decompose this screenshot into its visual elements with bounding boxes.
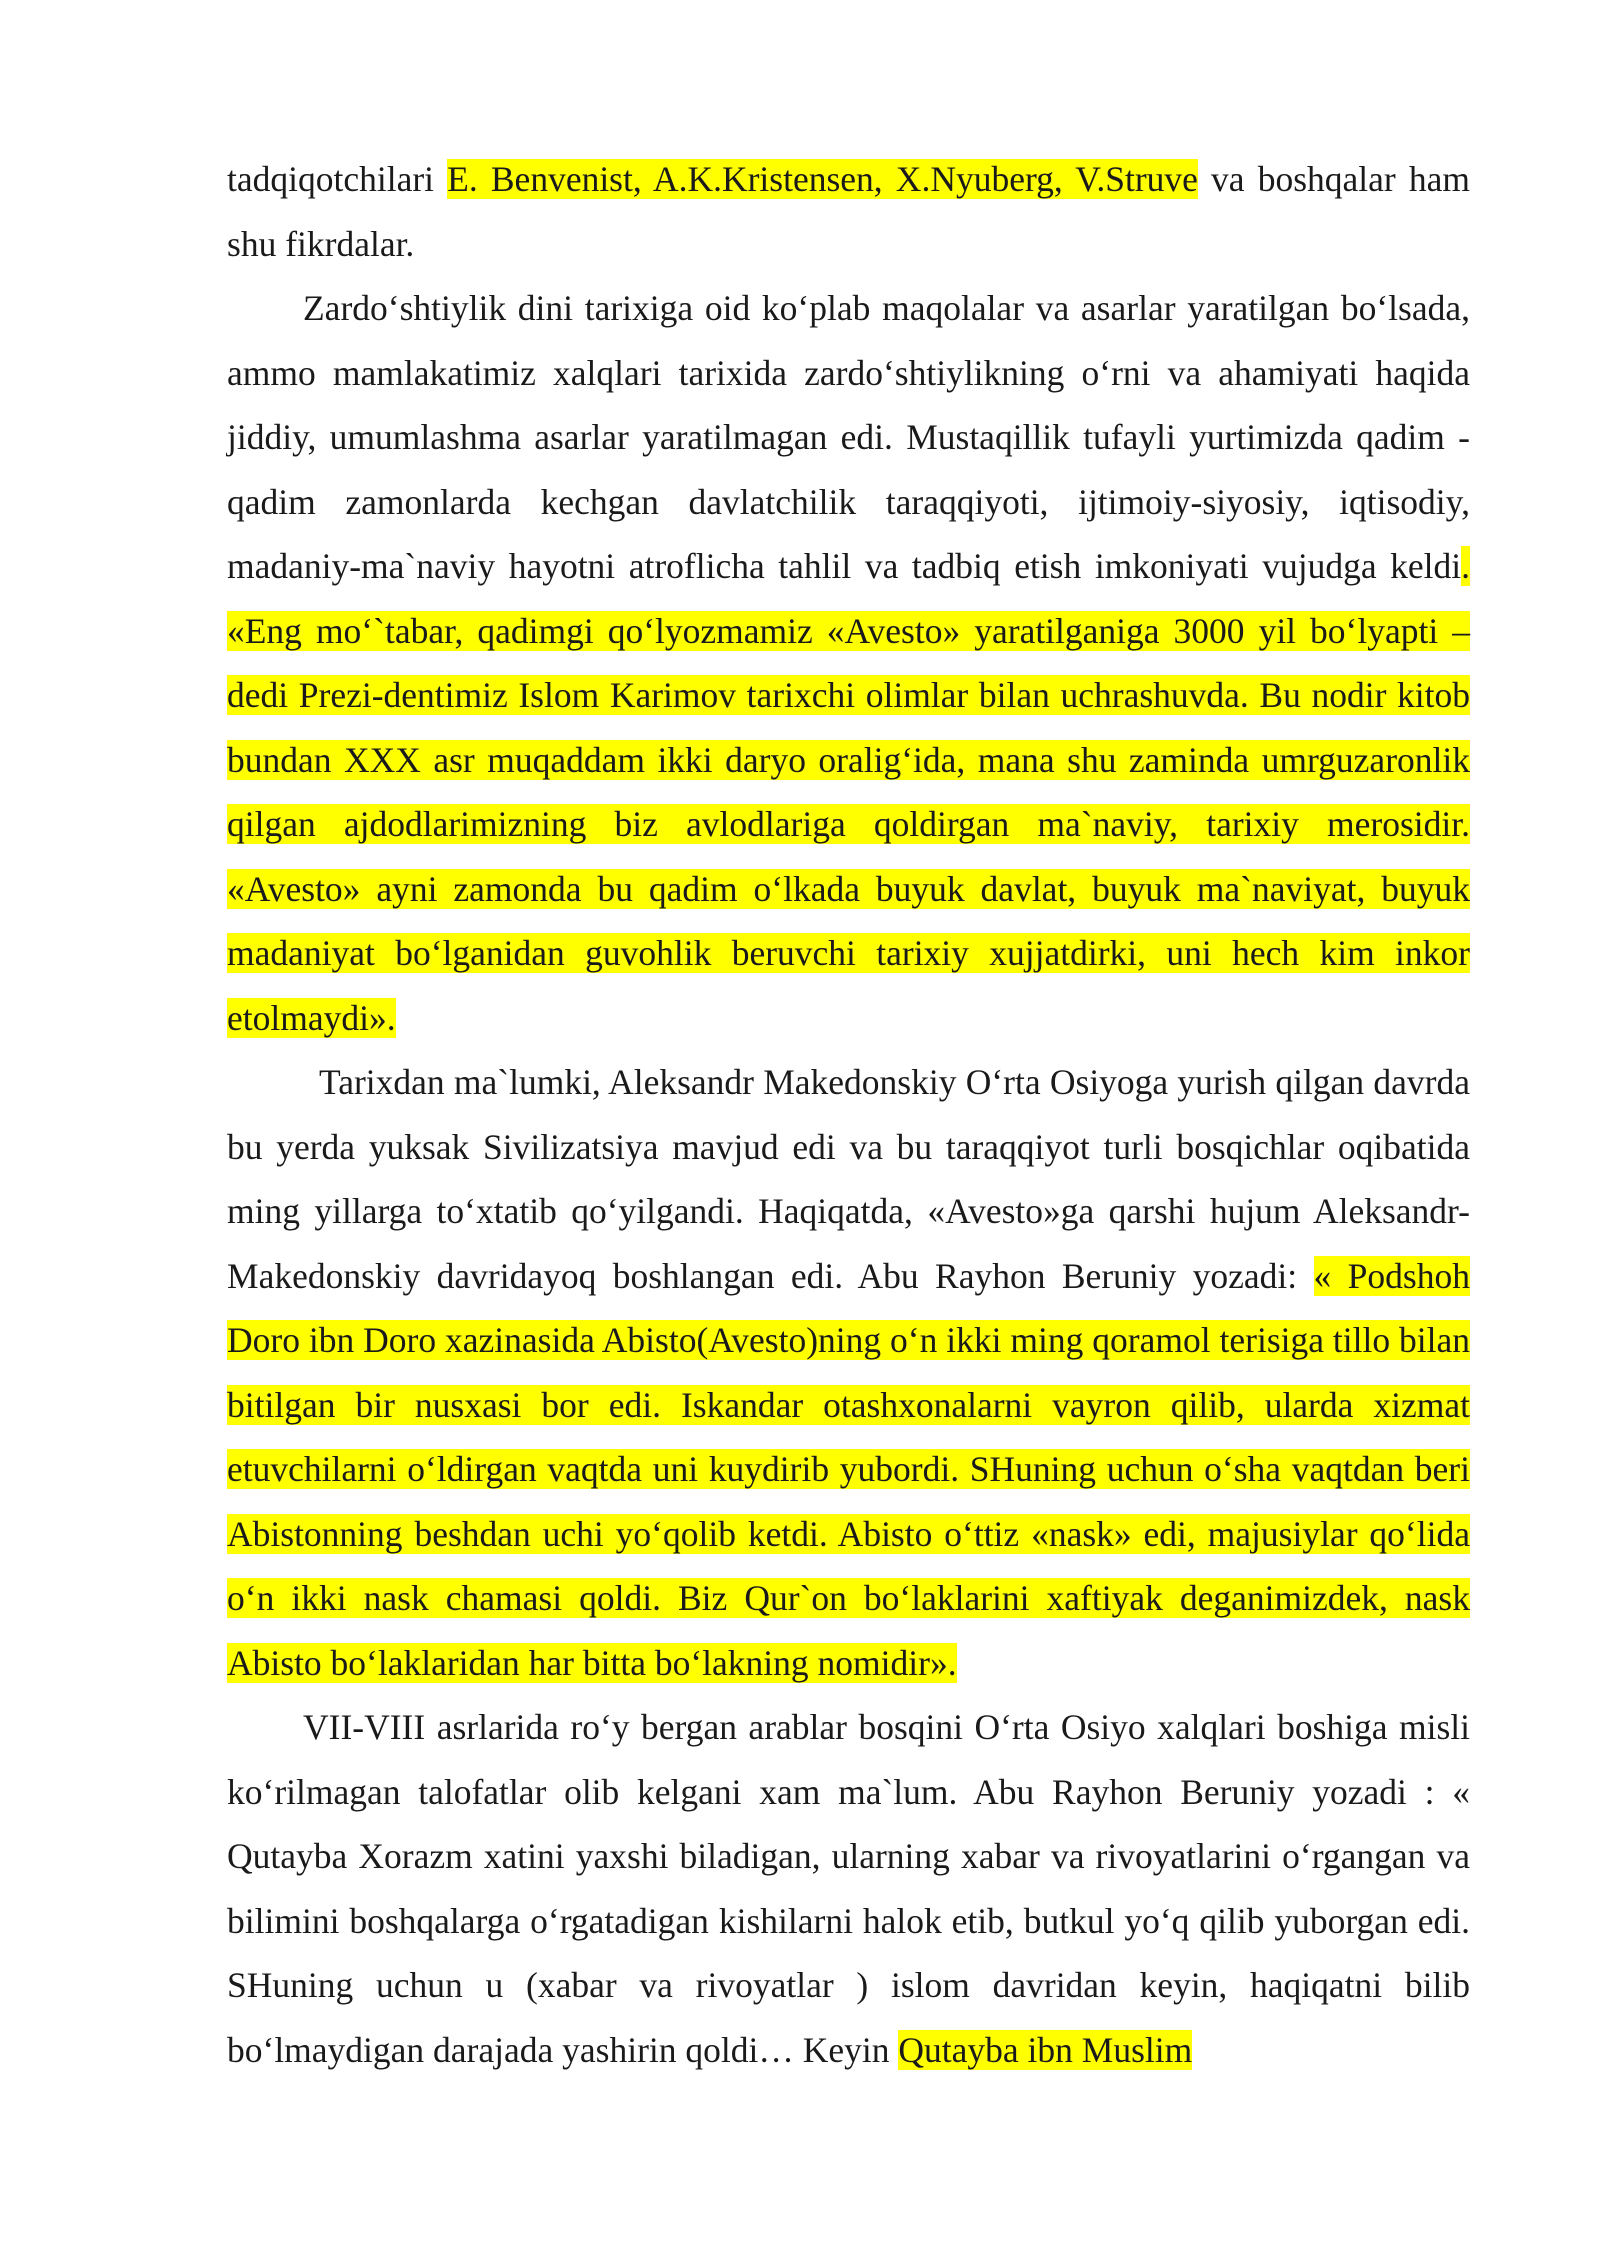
- text-run: Tarixdan ma`lumki, Aleksandr Makedonskiy O‘rta Osiyoga yurish qilgan davrda bu yerda yuksak Sivilizatsiya mavjud edi va bu taraqqiyot turli bosqichlar oqibatida ming yillarga to‘xtatib qo‘yilgandi. Haqiqatda, «Avesto»ga qarshi hujum Aleksandr-Makedonskiy davridayoq boshlangan edi. Abu Rayhon Beruniy yozadi:: [227, 1062, 1470, 1296]
- highlighted-text-run: E. Benvenist, A.K.Kristensen, X.Nyuberg, V.Struve: [447, 159, 1198, 199]
- highlighted-text-run: . «Eng mo‘`tabar, qadimgi qo‘lyozmamiz «Avesto» yaratilganiga 3000 yil bo‘lyapti – dedi Prezi-dentimiz Islom Karimov tarixchi olimlar bilan uchrashuvda. Bu nodir kitob bundan XXX asr muqaddam ikki daryo oralig‘ida, mana shu zaminda umrguzaronlik qilgan ajdodlarimizning biz avlodlariga qoldirgan ma`naviy, tarixiy merosidir. «Avesto» ayni zamonda bu qadim o‘lkada buyuk davlat, buyuk ma`naviyat, buyuk madaniyat bo‘lganidan guvohlik beruvchi tarixiy xujjatdirki, uni hech kim inkor etolmaydi».: [227, 546, 1470, 1038]
- paragraph-1: [227, 147, 1470, 276]
- text-run: va boshqalar ham shu fikrdalar.: [227, 159, 1470, 264]
- paragraph-3: [227, 1050, 1470, 1695]
- highlighted-text-run: Qutayba ibn Muslim: [898, 2029, 1193, 2070]
- text-run: Zardo‘shtiylik dini tarixiga oid ko‘plab maqolalar va asarlar yaratilgan bo‘lsada, ammo mamlakatimiz xalqlari tarixida zardo‘shtiylikning o‘rni va ahamiyati haqida jiddiy, umumlashma asarlar yaratilmagan edi. Mustaqillik tufayli yurtimizda qadim -qadim zamonlarda kechgan davlatchilik taraqqiyoti, ijtimoiy-siyosiy, iqtisodiy, madaniy-ma`naviy hayotni atroflicha tahlil va tadbiq etish imkoniyati vujudga keldi: [227, 288, 1470, 586]
- text-run: VII-VIII asrlarida ro‘y bergan arablar bosqini O‘rta Osiyo xalqlari boshiga misli ko‘rilmagan talofatlar olib kelgani xam ma`lum. Abu Rayhon Beruniy yozadi : « Qutayba Xorazm xatini yaxshi biladigan, ularning xabar va rivoyatlarini o‘rgangan va bilimini boshqalarga o‘rgatadigan kishilarni halok etib, butkul yo‘q qilib yuborgan edi. SHuning uchun u (xabar va rivoyatlar ) islom davridan keyin, haqiqatni bilib bo‘lmaydigan darajada yashirin qoldi… Keyin: [227, 1707, 1470, 2070]
- document-body: [227, 147, 1470, 2082]
- paragraph-2: [227, 276, 1470, 1050]
- text-run: tadqiqotchilari: [227, 159, 448, 199]
- highlighted-text-run: « Podshoh Doro ibn Doro xazinasida Abisto(Avesto)ning o‘n ikki ming qoramol terisiga tillo bilan bitilgan bir nusxasi bor edi. Iskandar otashxonalarni vayron qilib, ularda xizmat etuvchilarni o‘ldirgan vaqtda uni kuydirib yubordi. SHuning uchun o‘sha vaqtdan beri Abistonning beshdan uchi yo‘qolib ketdi. Abisto o‘ttiz «nask» edi, majusiylar qo‘lida o‘n ikki nask chamasi qoldi. Biz Qur`on bo‘laklarini xaftiyak deganimizdek, nask Abisto bo‘laklaridan har bitta bo‘lakning nomidir».: [227, 1255, 1470, 1683]
- paragraph-4: [227, 1695, 1470, 2082]
